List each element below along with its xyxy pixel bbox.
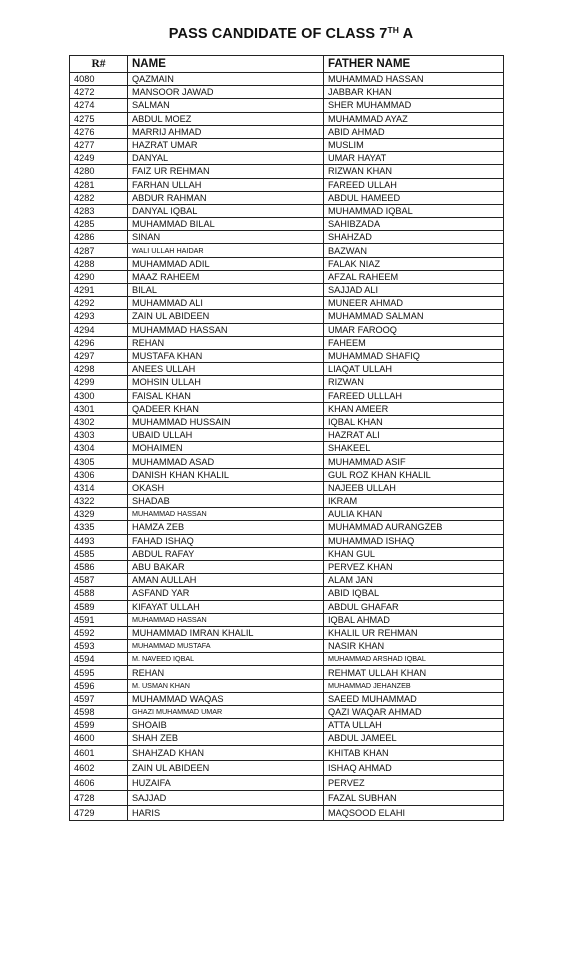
table-row xyxy=(70,775,504,790)
roll-number-cell: 4303 xyxy=(70,429,128,442)
father-name-cell: IKRAM xyxy=(324,495,504,508)
name-cell: KIFAYAT ULLAH xyxy=(128,600,324,613)
table-row xyxy=(70,600,504,613)
father-name-cell: MUHAMMAD ASIF xyxy=(324,455,504,468)
roll-number-cell: 4601 xyxy=(70,745,128,760)
father-name-cell: MUNEER AHMAD xyxy=(324,297,504,310)
father-name-cell: SAJJAD ALI xyxy=(324,284,504,297)
table-row xyxy=(70,790,504,805)
table-row xyxy=(70,165,504,178)
father-name-cell: KHAN AMEER xyxy=(324,402,504,415)
name-cell: DANISH KHAN KHALIL xyxy=(128,468,324,481)
father-name-cell: ATTA ULLAH xyxy=(324,719,504,732)
roll-number-cell: 4589 xyxy=(70,600,128,613)
table-row xyxy=(70,270,504,283)
father-name-cell: MUSLIM xyxy=(324,138,504,151)
father-name-cell: SAEED MUHAMMAD xyxy=(324,692,504,705)
father-name-cell: PERVEZ xyxy=(324,775,504,790)
table-row xyxy=(70,310,504,323)
table-row xyxy=(70,191,504,204)
roll-number-cell: 4335 xyxy=(70,521,128,534)
name-cell: MUHAMMAD BILAL xyxy=(128,218,324,231)
name-cell: SALMAN xyxy=(128,99,324,112)
father-name-cell: PERVEZ KHAN xyxy=(324,560,504,573)
header-father-name: FATHER NAME xyxy=(324,56,504,73)
table-row xyxy=(70,231,504,244)
name-cell: QAZMAIN xyxy=(128,73,324,86)
roll-number-cell: 4275 xyxy=(70,112,128,125)
roll-number-cell: 4586 xyxy=(70,560,128,573)
roll-number-cell: 4300 xyxy=(70,389,128,402)
name-cell: AMAN AULLAH xyxy=(128,574,324,587)
table-row xyxy=(70,204,504,217)
table-row xyxy=(70,481,504,494)
table-row xyxy=(70,666,504,679)
father-name-cell: FAREED ULLLAH xyxy=(324,389,504,402)
name-cell: HUZAIFA xyxy=(128,775,324,790)
table-row xyxy=(70,626,504,639)
table-row xyxy=(70,640,504,653)
father-name-cell: SHAHZAD xyxy=(324,231,504,244)
roll-number-cell: 4302 xyxy=(70,415,128,428)
father-name-cell: QAZI WAQAR AHMAD xyxy=(324,706,504,719)
name-cell: MUHAMMAD IMRAN KHALIL xyxy=(128,626,324,639)
father-name-cell: JABBAR KHAN xyxy=(324,86,504,99)
name-cell: UBAID ULLAH xyxy=(128,429,324,442)
roll-number-cell: 4597 xyxy=(70,692,128,705)
name-cell: HARIS xyxy=(128,805,324,820)
table-body xyxy=(70,73,504,821)
roll-number-cell: 4287 xyxy=(70,244,128,257)
table-row xyxy=(70,547,504,560)
title-superscript: TH xyxy=(387,25,400,35)
name-cell: OKASH xyxy=(128,481,324,494)
father-name-cell: MUHAMMAD IQBAL xyxy=(324,204,504,217)
name-cell: MUHAMMAD ADIL xyxy=(128,257,324,270)
roll-number-cell: 4593 xyxy=(70,640,128,653)
roll-number-cell: 4249 xyxy=(70,152,128,165)
father-name-cell: KHALIL UR REHMAN xyxy=(324,626,504,639)
roll-number-cell: 4286 xyxy=(70,231,128,244)
table-row xyxy=(70,732,504,745)
roll-number-cell: 4290 xyxy=(70,270,128,283)
father-name-cell: ABDUL JAMEEL xyxy=(324,732,504,745)
name-cell: MARRIJ AHMAD xyxy=(128,125,324,138)
table-row xyxy=(70,692,504,705)
roll-number-cell: 4592 xyxy=(70,626,128,639)
name-cell: HAMZA ZEB xyxy=(128,521,324,534)
father-name-cell: ABID IQBAL xyxy=(324,587,504,600)
father-name-cell: MUHAMMAD SALMAN xyxy=(324,310,504,323)
father-name-cell: MUHAMMAD ISHAQ xyxy=(324,534,504,547)
father-name-cell: ISHAQ AHMAD xyxy=(324,760,504,775)
name-cell: MOHSIN ULLAH xyxy=(128,376,324,389)
name-cell: MUHAMMAD HASSAN xyxy=(128,613,324,626)
roll-number-cell: 4595 xyxy=(70,666,128,679)
name-cell: ANEES ULLAH xyxy=(128,363,324,376)
roll-number-cell: 4594 xyxy=(70,653,128,666)
father-name-cell: KHITAB KHAN xyxy=(324,745,504,760)
roll-number-cell: 4329 xyxy=(70,508,128,521)
table-row xyxy=(70,534,504,547)
name-cell: DANYAL xyxy=(128,152,324,165)
table-row xyxy=(70,138,504,151)
header-name: NAME xyxy=(128,56,324,73)
name-cell: GHAZI MUHAMMAD UMAR xyxy=(128,706,324,719)
roll-number-cell: 4606 xyxy=(70,775,128,790)
name-cell: MOHAIMEN xyxy=(128,442,324,455)
table-row xyxy=(70,297,504,310)
father-name-cell: MAQSOOD ELAHI xyxy=(324,805,504,820)
name-cell: MANSOOR JAWAD xyxy=(128,86,324,99)
table-row xyxy=(70,805,504,820)
name-cell: SHOAIB xyxy=(128,719,324,732)
father-name-cell: NASIR KHAN xyxy=(324,640,504,653)
table-row xyxy=(70,574,504,587)
name-cell: M. NAVEED IQBAL xyxy=(128,653,324,666)
roll-number-cell: 4729 xyxy=(70,805,128,820)
name-cell: MUHAMMAD HASSAN xyxy=(128,323,324,336)
table-row xyxy=(70,257,504,270)
roll-number-cell: 4728 xyxy=(70,790,128,805)
father-name-cell: IQBAL KHAN xyxy=(324,415,504,428)
roll-number-cell: 4080 xyxy=(70,73,128,86)
name-cell: ZAIN UL ABIDEEN xyxy=(128,310,324,323)
table-row xyxy=(70,679,504,692)
father-name-cell: IQBAL AHMAD xyxy=(324,613,504,626)
table-row xyxy=(70,587,504,600)
roll-number-cell: 4294 xyxy=(70,323,128,336)
roll-number-cell: 4299 xyxy=(70,376,128,389)
name-cell: ABDUL MOEZ xyxy=(128,112,324,125)
roll-number-cell: 4591 xyxy=(70,613,128,626)
roll-number-cell: 4297 xyxy=(70,349,128,362)
table-row xyxy=(70,389,504,402)
title-suffix: A xyxy=(399,26,414,42)
father-name-cell: RIZWAN KHAN xyxy=(324,165,504,178)
candidates-table xyxy=(69,55,504,821)
name-cell: MUHAMMAD WAQAS xyxy=(128,692,324,705)
table-row xyxy=(70,508,504,521)
table-row xyxy=(70,745,504,760)
name-cell: MUHAMMAD ALI xyxy=(128,297,324,310)
table-row xyxy=(70,284,504,297)
name-cell: FAHAD ISHAQ xyxy=(128,534,324,547)
roll-number-cell: 4281 xyxy=(70,178,128,191)
name-cell: MUHAMMAD HUSSAIN xyxy=(128,415,324,428)
name-cell: ABU BAKAR xyxy=(128,560,324,573)
name-cell: SINAN xyxy=(128,231,324,244)
name-cell: M. USMAN KHAN xyxy=(128,679,324,692)
father-name-cell: ABDUL GHAFAR xyxy=(324,600,504,613)
name-cell: SAJJAD xyxy=(128,790,324,805)
father-name-cell: HAZRAT ALI xyxy=(324,429,504,442)
roll-number-cell: 4301 xyxy=(70,402,128,415)
roll-number-cell: 4276 xyxy=(70,125,128,138)
father-name-cell: MUHAMMAD JEHANZEB xyxy=(324,679,504,692)
table-row xyxy=(70,349,504,362)
father-name-cell: UMAR FAROOQ xyxy=(324,323,504,336)
table-row xyxy=(70,86,504,99)
name-cell: MUHAMMAD HASSAN xyxy=(128,508,324,521)
name-cell: WALI ULLAH HAIDAR xyxy=(128,244,324,257)
father-name-cell: KHAN GUL xyxy=(324,547,504,560)
name-cell: REHAN xyxy=(128,336,324,349)
name-cell: SHADAB xyxy=(128,495,324,508)
roll-number-cell: 4588 xyxy=(70,587,128,600)
name-cell: SHAH ZEB xyxy=(128,732,324,745)
table-row xyxy=(70,415,504,428)
name-cell: QADEER KHAN xyxy=(128,402,324,415)
name-cell: FAISAL KHAN xyxy=(128,389,324,402)
name-cell: ZAIN UL ABIDEEN xyxy=(128,760,324,775)
father-name-cell: FALAK NIAZ xyxy=(324,257,504,270)
father-name-cell: AFZAL RAHEEM xyxy=(324,270,504,283)
father-name-cell: ABID AHMAD xyxy=(324,125,504,138)
father-name-cell: SAHIBZADA xyxy=(324,218,504,231)
name-cell: HAZRAT UMAR xyxy=(128,138,324,151)
roll-number-cell: 4598 xyxy=(70,706,128,719)
name-cell: MAAZ RAHEEM xyxy=(128,270,324,283)
roll-number-cell: 4283 xyxy=(70,204,128,217)
name-cell: BILAL xyxy=(128,284,324,297)
table-row xyxy=(70,706,504,719)
table-row xyxy=(70,152,504,165)
roll-number-cell: 4322 xyxy=(70,495,128,508)
roll-number-cell: 4291 xyxy=(70,284,128,297)
roll-number-cell: 4282 xyxy=(70,191,128,204)
roll-number-cell: 4314 xyxy=(70,481,128,494)
page-title xyxy=(0,26,582,42)
father-name-cell: AULIA KHAN xyxy=(324,508,504,521)
name-cell: SHAHZAD KHAN xyxy=(128,745,324,760)
table-row xyxy=(70,402,504,415)
father-name-cell: MUHAMMAD AURANGZEB xyxy=(324,521,504,534)
roll-number-cell: 4277 xyxy=(70,138,128,151)
table-row xyxy=(70,125,504,138)
table-row xyxy=(70,560,504,573)
father-name-cell: RIZWAN xyxy=(324,376,504,389)
table-row xyxy=(70,218,504,231)
roll-number-cell: 4596 xyxy=(70,679,128,692)
table-row xyxy=(70,653,504,666)
father-name-cell: BAZWAN xyxy=(324,244,504,257)
table-row xyxy=(70,376,504,389)
roll-number-cell: 4493 xyxy=(70,534,128,547)
table-row xyxy=(70,442,504,455)
table-row xyxy=(70,112,504,125)
father-name-cell: MUHAMMAD HASSAN xyxy=(324,73,504,86)
roll-number-cell: 4280 xyxy=(70,165,128,178)
table-row xyxy=(70,613,504,626)
father-name-cell: SHAKEEL xyxy=(324,442,504,455)
table-row xyxy=(70,99,504,112)
table-row xyxy=(70,468,504,481)
roll-number-cell: 4272 xyxy=(70,86,128,99)
table-row xyxy=(70,429,504,442)
table-row xyxy=(70,521,504,534)
roll-number-cell: 4600 xyxy=(70,732,128,745)
father-name-cell: MUHAMMAD ARSHAD IQBAL xyxy=(324,653,504,666)
father-name-cell: REHMAT ULLAH KHAN xyxy=(324,666,504,679)
roll-number-cell: 4298 xyxy=(70,363,128,376)
title-main: PASS CANDIDATE OF CLASS 7 xyxy=(168,26,388,42)
father-name-cell: FAREED ULLAH xyxy=(324,178,504,191)
header-roll-number: R# xyxy=(70,56,128,73)
name-cell: MUHAMMAD ASAD xyxy=(128,455,324,468)
roll-number-cell: 4285 xyxy=(70,218,128,231)
roll-number-cell: 4602 xyxy=(70,760,128,775)
table-row xyxy=(70,495,504,508)
roll-number-cell: 4585 xyxy=(70,547,128,560)
table-row xyxy=(70,323,504,336)
table-row xyxy=(70,760,504,775)
roll-number-cell: 4305 xyxy=(70,455,128,468)
father-name-cell: SHER MUHAMMAD xyxy=(324,99,504,112)
roll-number-cell: 4293 xyxy=(70,310,128,323)
father-name-cell: ALAM JAN xyxy=(324,574,504,587)
father-name-cell: MUHAMMAD SHAFIQ xyxy=(324,349,504,362)
table-row xyxy=(70,73,504,86)
table-header-row xyxy=(70,56,504,73)
roll-number-cell: 4587 xyxy=(70,574,128,587)
father-name-cell: UMAR HAYAT xyxy=(324,152,504,165)
roll-number-cell: 4292 xyxy=(70,297,128,310)
father-name-cell: GUL ROZ KHAN KHALIL xyxy=(324,468,504,481)
name-cell: ABDUR RAHMAN xyxy=(128,191,324,204)
father-name-cell: ABDUL HAMEED xyxy=(324,191,504,204)
roll-number-cell: 4599 xyxy=(70,719,128,732)
table-row xyxy=(70,336,504,349)
roll-number-cell: 4304 xyxy=(70,442,128,455)
name-cell: FARHAN ULLAH xyxy=(128,178,324,191)
father-name-cell: NAJEEB ULLAH xyxy=(324,481,504,494)
table-row xyxy=(70,455,504,468)
roll-number-cell: 4288 xyxy=(70,257,128,270)
roll-number-cell: 4274 xyxy=(70,99,128,112)
name-cell: ASFAND YAR xyxy=(128,587,324,600)
name-cell: FAIZ UR REHMAN xyxy=(128,165,324,178)
table-row xyxy=(70,719,504,732)
table-row xyxy=(70,363,504,376)
table-row xyxy=(70,244,504,257)
father-name-cell: FAHEEM xyxy=(324,336,504,349)
name-cell: ABDUL RAFAY xyxy=(128,547,324,560)
name-cell: REHAN xyxy=(128,666,324,679)
name-cell: MUSTAFA KHAN xyxy=(128,349,324,362)
roll-number-cell: 4296 xyxy=(70,336,128,349)
father-name-cell: FAZAL SUBHAN xyxy=(324,790,504,805)
roll-number-cell: 4306 xyxy=(70,468,128,481)
name-cell: DANYAL IQBAL xyxy=(128,204,324,217)
table-row xyxy=(70,178,504,191)
father-name-cell: MUHAMMAD AYAZ xyxy=(324,112,504,125)
father-name-cell: LIAQAT ULLAH xyxy=(324,363,504,376)
name-cell: MUHAMMAD MUSTAFA xyxy=(128,640,324,653)
